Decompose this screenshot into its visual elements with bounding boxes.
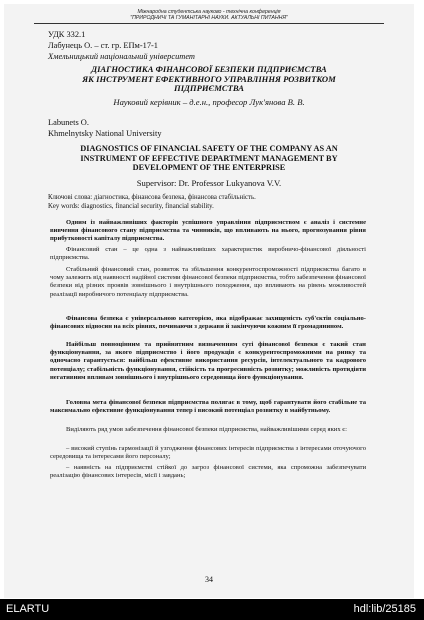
document-page <box>4 4 414 598</box>
author-ua: Лабунець О. – ст. гр. ЕПм-17-1 <box>48 41 158 50</box>
conference-name: Міжнародна студентська науково - технічна конференція <box>137 9 281 15</box>
paragraph: Одним із найважливіших факторів успішного управління підприємством є аналіз і системне вивчення фінансового стану підприємства та чинників, що впливають на нього, прогнозування рівня прибутковості капіталу підприємства. <box>50 219 366 243</box>
page-number: 34 <box>205 575 213 584</box>
paragraph: Фінансовий стан – це одна з найважливіших характеристик виробничо-фінансової діяльності підприємства. <box>50 246 366 262</box>
supervisor-en: Supervisor: Dr. Professor Lukyanova V.V. <box>136 178 282 188</box>
title-ua-line: ЯК ІНСТРУМЕНТ ЕФЕКТИВНОГО УПРАВЛІННЯ РОЗВИТКОМ <box>82 73 336 84</box>
paragraph: Головна мета фінансової безпеки підприємства полягає в тому, щоб гарантувати його стабільне та максимально ефективне функціонування тепер і високий потенціал розвитку в майбутньому. <box>50 399 366 415</box>
keywords-ua: Ключові слова: діагностика, фінансова безпека, фінансова стабільність. <box>48 194 256 201</box>
paragraph: Виділяють ряд умов забезпечення фінансової безпеки підприємства, найважливішими серед яких є: <box>66 426 347 433</box>
title-ua-line: ДІАГНОСТИКА ФІНАНСОВОЇ БЕЗПЕКИ ПІДПРИЄМСТВА <box>91 64 327 74</box>
paragraph: – наявність на підприємстві стійкої до загроз фінансової системи, яка спроможна забезпечувати реалізацію фінансових інтересів, місії і завдань; <box>50 464 366 480</box>
university-ua: Хмельницький національний університет <box>48 52 195 61</box>
handle-link[interactable]: hdl:lib/25185 <box>353 603 416 615</box>
paragraph: Найбільш повноцінним та прийнятним визначенням суті фінансової безпеки є такий стан функціонування, за якого підприємство і його продукція є конкурентоспроможними на ринку та одночасно гарантується: найбільш ефективне використання ресурсів, інтелектуального та кадрового потенціалу; стабільність функціонування, стійкість та прогресивність розвитку; можливість протидіяти негативним впливам зовнішнього і внутрішнього середовища його функціонування. <box>50 341 366 381</box>
university-en: Khmelnytsky National University <box>48 129 162 138</box>
title-ua-line: ПІДПРИЄМСТВА <box>174 83 244 94</box>
supervisor-ua: Науковий керівник – д.е.н., професор Лук'янова В. В. <box>113 97 305 107</box>
author-en: Labunets O. <box>48 118 89 127</box>
title-en <box>40 144 378 173</box>
udc-code: УДК 332.1 <box>48 30 86 39</box>
header-rule <box>34 23 384 24</box>
title-en-line: DEVELOPMENT OF THE ENTERPRISE <box>132 163 286 173</box>
title-en-line: INSTRUMENT OF EFFECTIVE DEPARTMENT MANAGEMENT BY <box>80 153 338 163</box>
repository-footer <box>0 599 424 620</box>
paragraph: Фінансова безпека є універсальною категорією, яка відображає захищеність суб'єктів соціально-фінансових відносин на всіх рівнях, починаючи з держави й закінчуючи кожним її громадянином. <box>50 315 366 331</box>
paragraph: – високий ступінь гармонізації й узгодження фінансових інтересів підприємства з інтересами оточуючого середовища та інтересами його персоналу; <box>50 445 366 461</box>
repository-name: ELARTU <box>6 603 50 615</box>
title-en-line: DIAGNOSTICS OF FINANCIAL SAFETY OF THE COMPANY AS AN <box>80 144 338 153</box>
title-ua <box>38 65 380 94</box>
keywords-en: Key words: diagnostics, financial security, financial stability. <box>48 203 214 210</box>
paragraph: Стабільний фінансовий стан, розвиток та збільшення конкурентоспроможності підприємства багато в чому залежить від наявності надійної системи фінансової безпеки підприємства, тобто забезпечення фінансової безпеки від різних проявів зовнішнього і внутрішнього походження, що впливають на рівень можливостей реалізації виробничого потенціалу підприємства. <box>50 266 366 298</box>
conference-subtitle: "ПРИРОДНИЧІ ТА ГУМАНІТАРНІ НАУКИ. АКТУАЛЬНІ ПИТАННЯ" <box>130 15 288 21</box>
